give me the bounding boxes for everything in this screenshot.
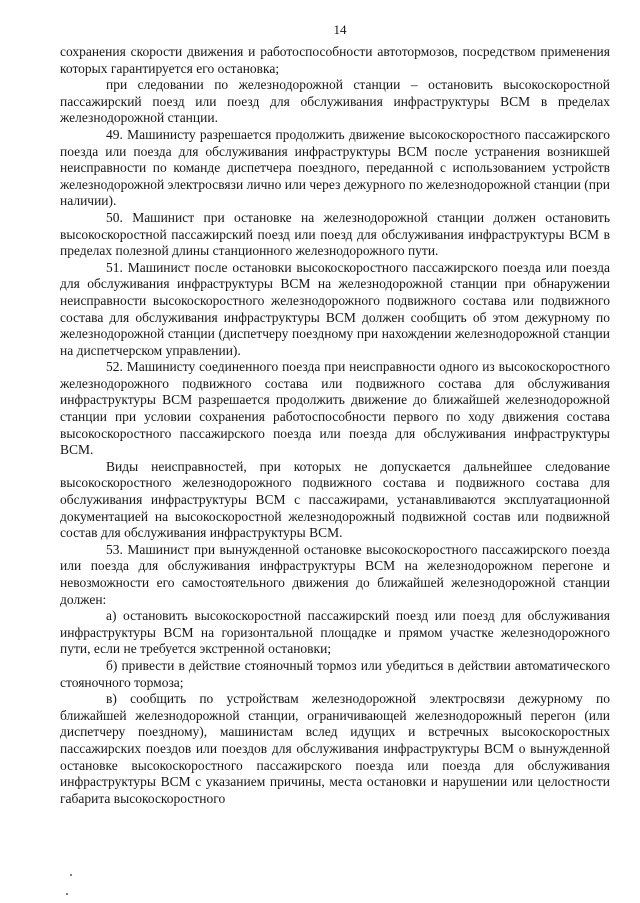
document-body [60, 44, 610, 807]
paragraph-50: 50. Машинист при остановке на железнодорожной станции должен остановить высокоскоростной пассажирский поезд или поезд для обслуживания инфраструктуры ВСМ в пределах полезной длины станционного железнодорожного пути. [60, 209, 610, 259]
paragraph-continuation: сохранения скорости движения и работоспособности автотормозов, посредством применения которых гарантируется его остановка; [60, 44, 610, 76]
paragraph-53: 53. Машинист при вынужденной остановке высокоскоростного пассажирского поезда или поезда для обслуживания инфраструктуры ВСМ на железнодорожном перегоне и невозможности его самостоятельного движения до ближайшей железнодорожной станции должен: [60, 541, 610, 607]
paragraph-53-item-b: б) привести в действие стояночный тормоз или убедиться в действии автоматического стояночного тормоза; [60, 657, 610, 690]
scan-speck [66, 893, 68, 895]
paragraph-malfunction-types: Виды неисправностей, при которых не допускается дальнейшее следование высокоскоростного железнодорожного подвижного состава и подвижного состава для обслуживания инфраструктуры ВСМ с пассажирами, устанавливаются эксплуатационной документацией на высокоскоростной железнодорожный подвижной состав или подвижной состав для обслуживания инфраструктуры ВСМ. [60, 458, 610, 541]
scan-speck [70, 874, 72, 876]
paragraph-station-stop: при следовании по железнодорожной станции – остановить высокоскоростной пассажирский поезд или поезд для обслуживания инфраструктуры ВСМ в пределах железнодорожной станции. [60, 77, 610, 126]
page-number: 14 [333, 22, 347, 37]
paragraph-49: 49. Машинисту разрешается продолжить движение высокоскоростного пассажирского поезда или поезда для обслуживания инфраструктуры ВСМ после устранения возникшей неисправности по команде диспетчера поездного, переданной с использованием устройств железнодорожной электросвязи лично или через дежурного по железнодорожной станции (при наличии). [60, 126, 610, 209]
paragraph-53-item-v: в) сообщить по устройствам железнодорожной электросвязи дежурному по ближайшей железнодорожной станции, ограничивающей железнодорожный перегон (или диспетчеру поездному), машинистам вслед идущих и встречных высокоскоростных пассажирских поездов или поездов для обслуживания инфраструктуры ВСМ о вынужденной остановке высокоскоростного пассажирского поезда или поезда для обслуживания инфраструктуры ВСМ с указанием причины, места остановки и нарушении или целостности габарита высокоскоростного [60, 691, 610, 806]
paragraph-52: 52. Машинисту соединенного поезда при неисправности одного из высокоскоростного железнодорожного подвижного состава или подвижного состава для обслуживания инфраструктуры ВСМ разрешается продолжить движение до ближайшей железнодорожной станции при условии сохранения работоспособности первого по ходу движения состава высокоскоростного пассажирского поезда или поезда для обслуживания инфраструктуры ВСМ. [60, 359, 610, 458]
paragraph-53-item-a: а) остановить высокоскоростной пассажирский поезд или поезд для обслуживания инфраструктуры ВСМ на горизонтальной площадке и прямом участке железнодорожного пути, если не требуется экстренной остановки; [60, 608, 610, 657]
paragraph-51: 51. Машинист после остановки высокоскоростного пассажирского поезда или поезда для обслуживания инфраструктуры ВСМ на железнодорожной станции при обнаружении неисправности высокоскоростного железнодорожного подвижного состава или подвижного состава для обслуживания инфраструктуры ВСМ должен сообщить об этом дежурному по железнодорожной станции (диспетчеру поездному при нахождении железнодорожной станции на диспетчерском управлении). [60, 259, 610, 358]
